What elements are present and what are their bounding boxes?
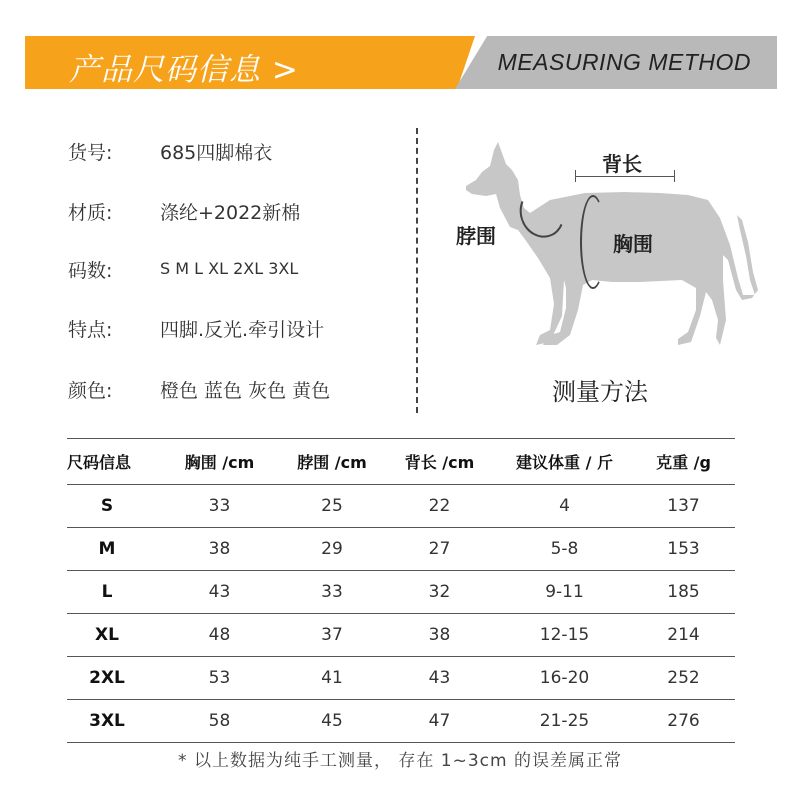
column-header: 克重 /g [656, 453, 711, 472]
banner-method-title: MEASURING METHOD [497, 49, 751, 75]
table-cell: 12-15 [539, 625, 590, 645]
table-cell: 43 [208, 582, 231, 602]
table-cell: 25 [321, 496, 343, 516]
table-cell: 27 [428, 539, 451, 559]
table-cell: 276 [667, 711, 700, 731]
back-length-label: 背长 [602, 152, 642, 176]
chest-ring [580, 195, 606, 289]
table-cell: 37 [321, 625, 343, 645]
size-cell: 2XL [89, 668, 125, 688]
table-header-row [67, 438, 735, 485]
table-cell: 47 [428, 711, 451, 731]
info-label: 材质: [68, 202, 113, 224]
column-header: 脖围 /cm [297, 453, 367, 472]
table-cell: 53 [208, 668, 231, 688]
size-cell: M [98, 539, 116, 559]
size-cell: 3XL [89, 711, 125, 731]
info-value: 685四脚棉衣 [160, 142, 273, 164]
table-row [67, 657, 735, 700]
table-row [67, 614, 735, 657]
header-banner [25, 36, 777, 89]
table-row [67, 571, 735, 614]
column-header: 建议体重 / 斤 [516, 453, 613, 472]
column-header: 背长 /cm [404, 453, 475, 472]
table-cell: 33 [321, 582, 343, 602]
neck-label: 脖围 [456, 224, 496, 248]
measuring-method-caption: 测量方法 [552, 378, 648, 406]
info-label: 货号: [68, 142, 113, 164]
table-cell: 252 [667, 668, 700, 688]
back-length-tick-left [575, 170, 576, 182]
back-length-tick-right [674, 170, 675, 182]
info-label: 颜色: [68, 380, 113, 402]
size-cell: XL [95, 625, 119, 645]
column-header: 胸围 /cm [184, 453, 255, 472]
size-cell: L [101, 582, 113, 602]
chest-label: 胸围 [613, 232, 653, 256]
info-value: 涤纶+2022新棉 [160, 202, 301, 224]
info-value: 橙色 蓝色 灰色 黄色 [160, 380, 331, 402]
table-cell: 5-8 [550, 539, 579, 559]
size-cell: S [100, 496, 114, 516]
info-value: S M L XL 2XL 3XL [160, 259, 299, 278]
table-cell: 41 [321, 668, 343, 688]
table-row [67, 528, 735, 571]
table-cell: 58 [208, 711, 231, 731]
table-cell: 4 [559, 496, 570, 516]
table-row [67, 485, 735, 528]
table-row [67, 700, 735, 743]
info-label: 码数: [68, 260, 113, 282]
info-value: 四脚.反光.牵引设计 [160, 319, 325, 341]
section-divider [416, 128, 418, 413]
table-cell: 185 [667, 582, 700, 602]
table-cell: 48 [208, 625, 231, 645]
table-cell: 43 [428, 668, 451, 688]
table-cell: 153 [667, 539, 700, 559]
column-header: 尺码信息 [67, 453, 132, 472]
table-cell: 29 [321, 539, 343, 559]
footnote: * 以上数据为纯手工测量， 存在 1~3cm 的误差属正常 [178, 751, 622, 771]
table-cell: 16-20 [539, 668, 590, 688]
info-label: 特点: [68, 319, 113, 341]
table-cell: 32 [428, 582, 451, 602]
table-cell: 38 [208, 539, 231, 559]
table-cell: 214 [667, 625, 700, 645]
table-cell: 33 [208, 496, 231, 516]
table-cell: 9-11 [545, 582, 584, 602]
banner-title: 产品尺码信息 > [69, 52, 299, 88]
table-cell: 45 [321, 711, 343, 731]
table-cell: 21-25 [539, 711, 590, 731]
table-cell: 137 [667, 496, 700, 516]
table-cell: 38 [428, 625, 451, 645]
size-table [67, 438, 735, 743]
table-cell: 22 [428, 496, 451, 516]
